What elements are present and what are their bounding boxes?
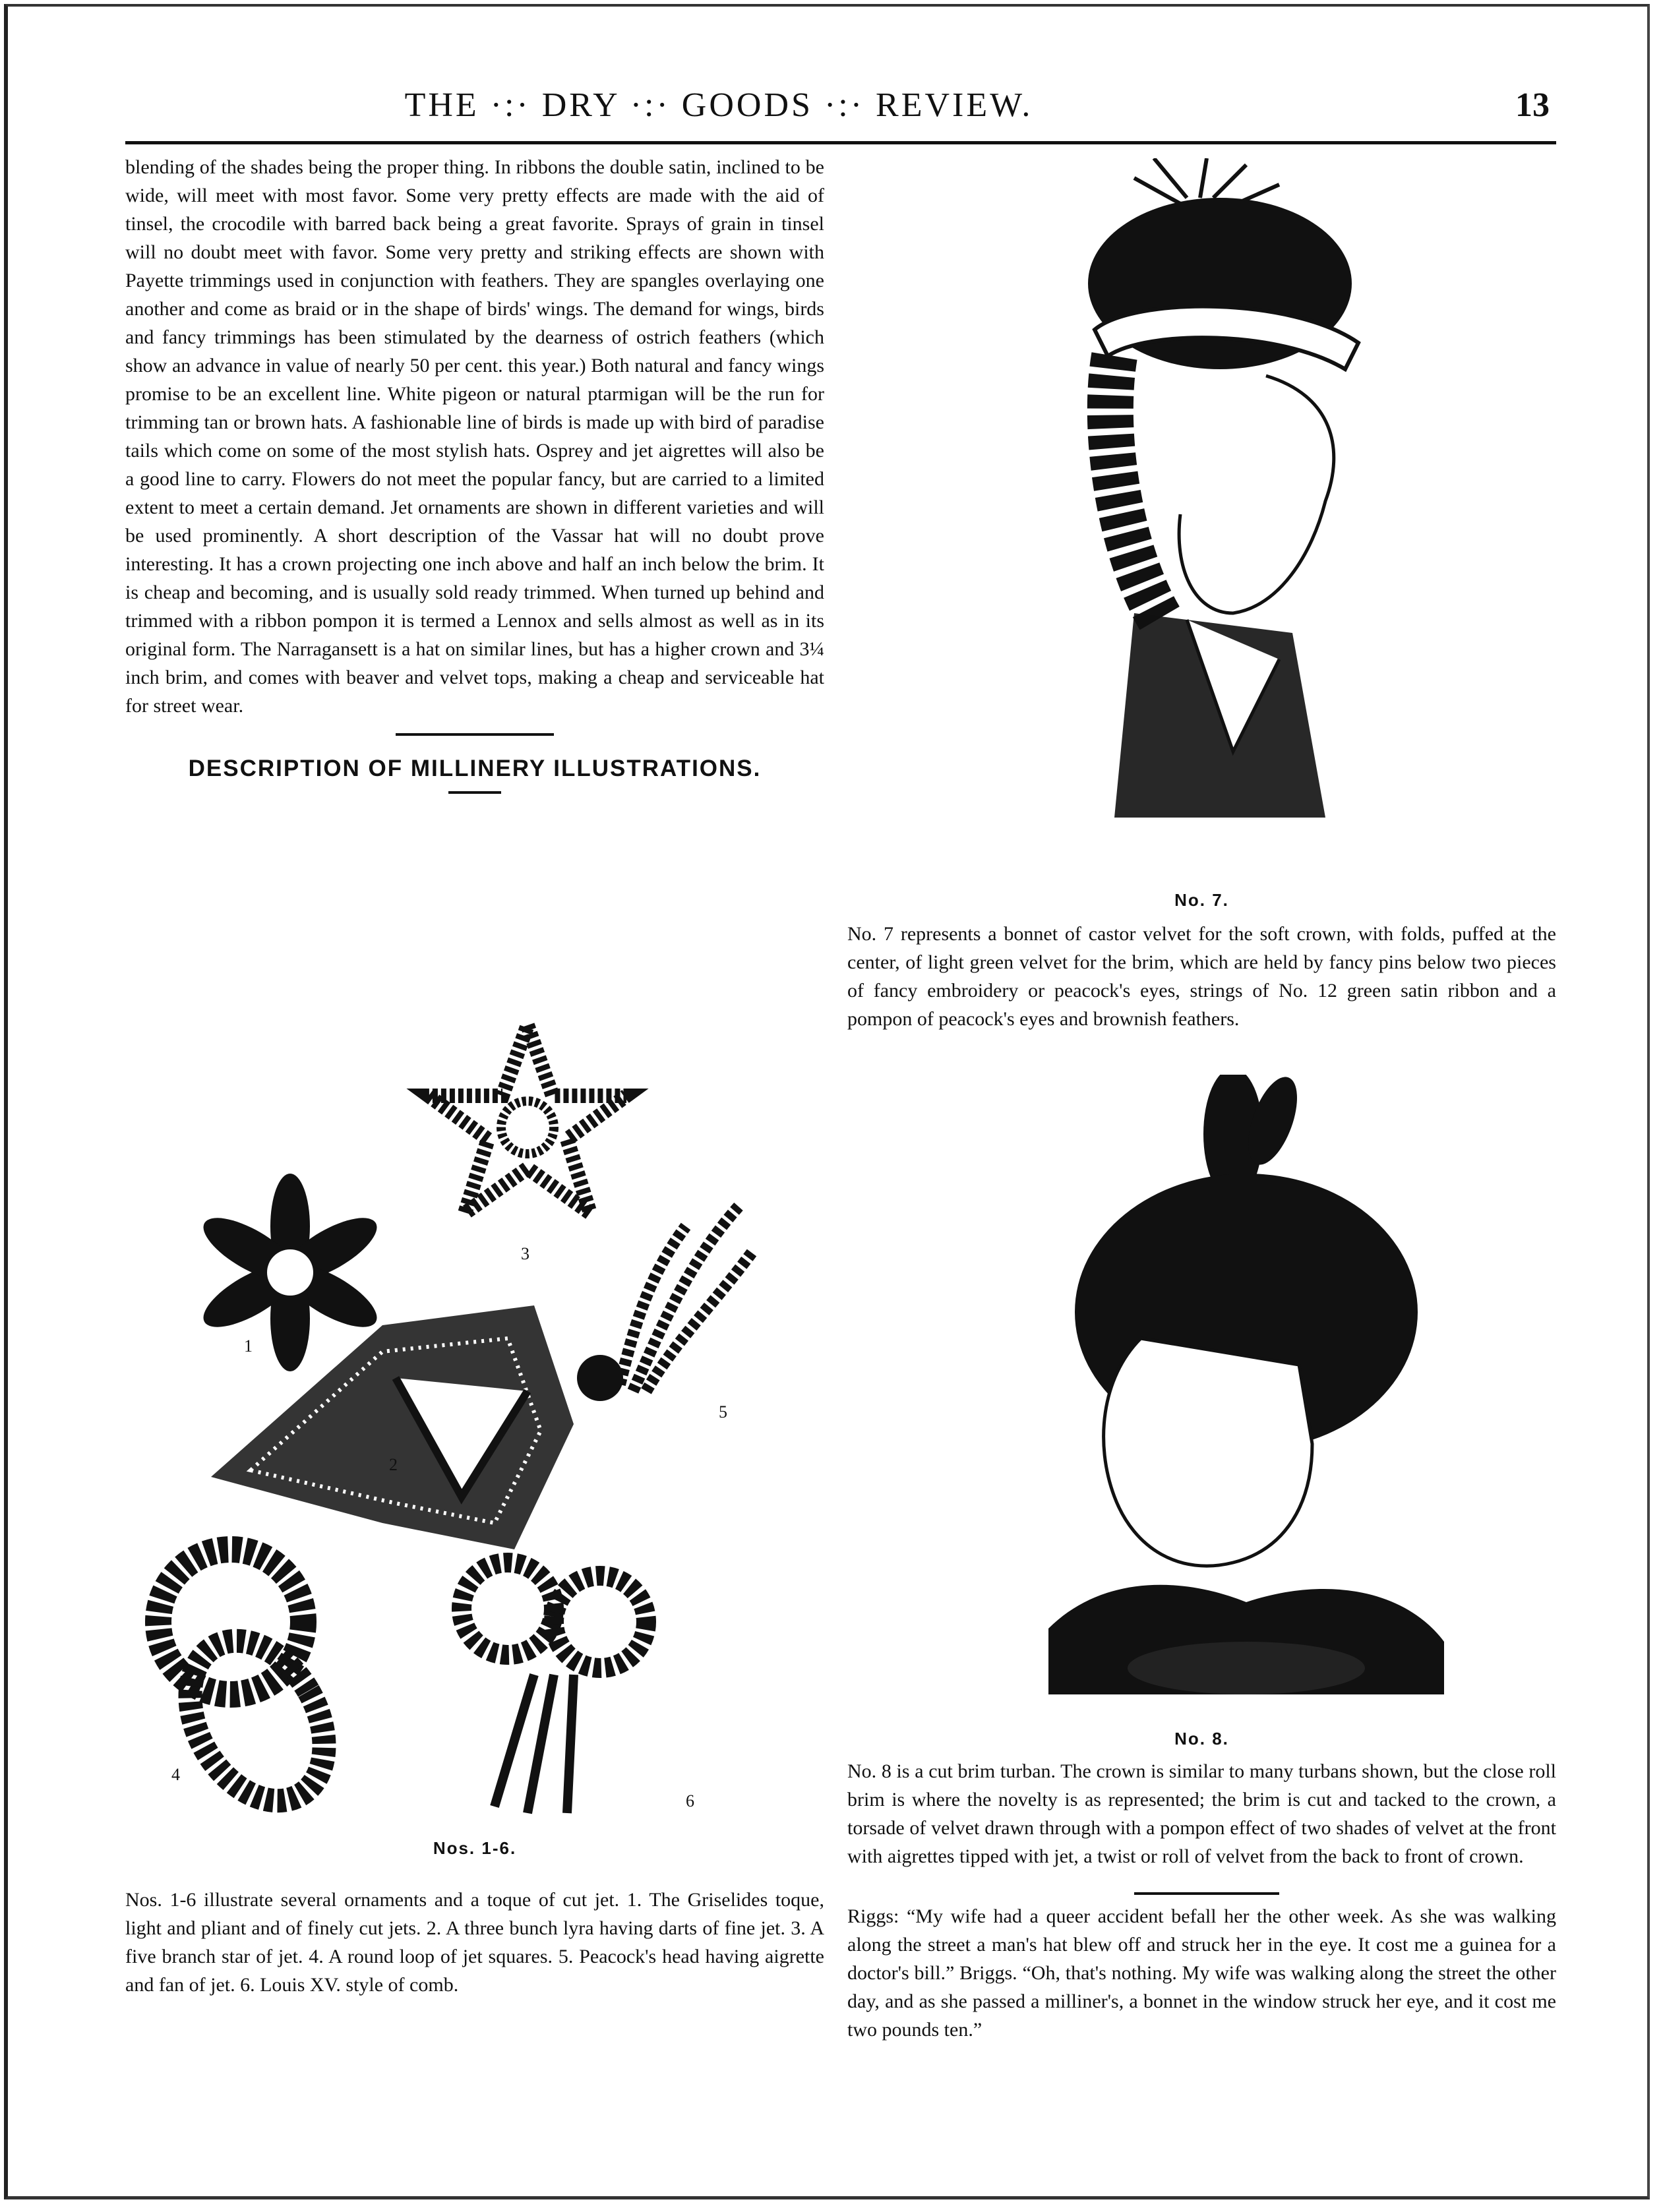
fig7-caption: No. 7. <box>1174 890 1229 910</box>
page-number: 13 <box>1515 86 1550 124</box>
turban-illustration-no8 <box>983 1075 1497 1708</box>
publication-title: THE ·:· DRY ·:· GOODS ·:· REVIEW. <box>404 86 1033 124</box>
left-column <box>125 153 824 794</box>
toque-ornament <box>211 1305 574 1549</box>
anecdote-text: Riggs: “My wife had a queer accident befall her the other week. As she was walking along the street a man's hat blew off and struck her in the eye. It cost me a guinea for a doctor's bill.” Briggs. “Oh, that's nothing. My wife was walking along the street the other day, and as she passed a milliner's, a bonnet in the window struck her eye, and it cost me two pounds ten.” <box>847 1905 1556 2041</box>
peacock-ornament <box>577 1207 752 1401</box>
jet-ornaments-illustration <box>125 1009 824 1820</box>
comb-ornament <box>462 1563 646 1813</box>
fig7-description: No. 7 represents a bonnet of castor velvet for the soft crown, with folds, puffed at the center, of light green velvet for the brim, which are held by fancy pins below two pieces of fancy embroidery or peacock's eyes, strings of No. 12 green satin ribbon and a pompon of peacock's eyes and brownish feathers. <box>847 923 1556 1030</box>
article-paragraph: blending of the shades being the proper thing. In ribbons the double satin, inclined to be wide, will meet with most favor. Some very pretty effects are made with the aid of tinsel, the crocodile with barred back being a great favorite. Sprays of grain in tinsel will no doubt meet with favor. Some very pretty and striking effects are shown with Payette trimmings used in conjunction with feathers. They are spangles overlaying one another and come as braid or in the shape of birds' wings. The demand for wings, birds and fancy trimmings has been stimulated by the dearness of ostrich feathers (which show an advance in value of nearly 50 per cent. this year.) Both natural and fancy wings promise to be an excellent line. White pigeon or natural ptarmigan will be the run for trimming tan or brown hats. A fashionable line of birds is made up with bird of paradise tails which come on some of the most stylish hats. Osprey and jet aigrettes will also be a good line to carry. Flowers do not meet the popular fancy, but are carried to a limited extent to meet a certain demand. Jet ornaments are shown in different varieties and will be used prominently. A short description of the Vassar hat will no doubt prove interesting. It has a crown projecting one inch above and half an inch below the brim. It is cheap and becoming, and is usually sold ready trimmed. When turned up behind and trimmed with a ribbon pompon it is termed a Lennox and sells almost as well as in its original form. The Narragansett is a hat on similar lines, but has a higher crown and 3¼ inch brim, and comes with beaver and velvet tops, making a cheap and serviceable hat for street wear. <box>125 156 824 717</box>
ornaments-description: Nos. 1-6 illustrate several ornaments and a toque of cut jet. 1. The Griselides toque, light and pliant and of finely cut jets. 2. A three bunch lyra having darts of fine jet. 3. A five branch star of jet. 4. A round loop of jet squares. 5. Peacock's head having aigrette and fan of jet. 6. Louis XV. style of comb. <box>125 1889 824 1996</box>
bonnet-illustration-no7 <box>1015 158 1411 864</box>
loop-ornament <box>158 1549 351 1820</box>
ornament-label: 4 <box>171 1765 180 1784</box>
flower-ornament <box>195 1174 386 1371</box>
fig8-description: No. 8 is a cut brim turban. The crown is similar to many turbans shown, but the close roll brim is where the novelty is as represented; the brim is cut and tacked to the crown, a torsade of velvet drawn through with a pompon effect of two shades of velvet at the front with aigrettes tipped with jet, a twist or roll of velvet from the back to front of crown. <box>847 1760 1556 1867</box>
ornaments-caption: Nos. 1-6. <box>433 1838 517 1858</box>
ornament-label: 5 <box>719 1402 727 1421</box>
heading-underline <box>448 791 501 794</box>
header-rule <box>125 141 1556 144</box>
fig8-caption: No. 8. <box>1174 1729 1229 1749</box>
ornament-label: 6 <box>686 1791 694 1810</box>
ornament-label: 2 <box>389 1455 398 1474</box>
section-divider <box>396 733 554 736</box>
ornament-label: 1 <box>244 1336 253 1356</box>
anecdote-divider <box>1134 1892 1279 1895</box>
ornament-label: 3 <box>521 1244 529 1263</box>
star-ornament <box>429 1025 626 1213</box>
section-heading: DESCRIPTION OF MILLINERY ILLUSTRATIONS. <box>188 756 762 781</box>
page-header <box>125 86 1563 145</box>
